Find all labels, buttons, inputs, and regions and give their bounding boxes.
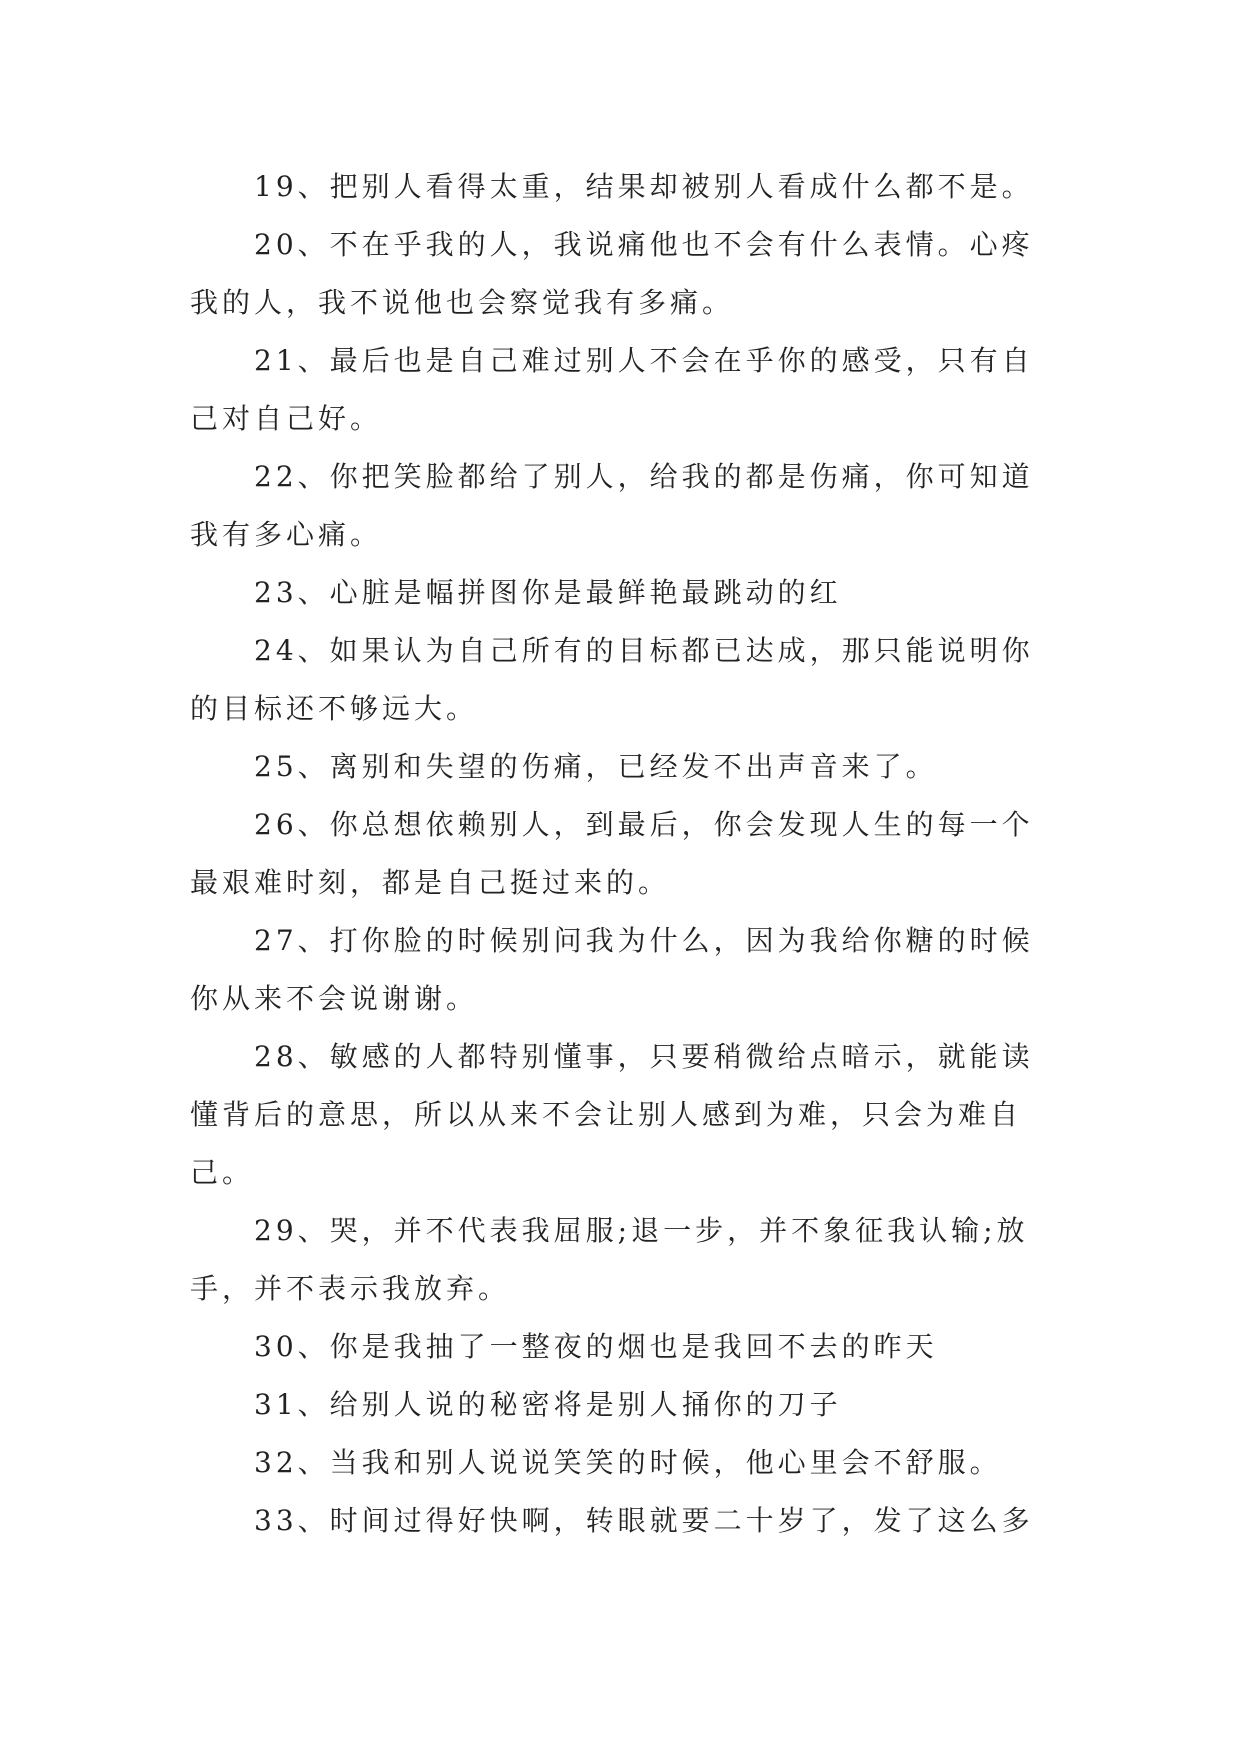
paragraph-33: 33、时间过得好快啊，转眼就要二十岁了，发了这么多 [254, 1504, 1034, 1537]
document-body [190, 158, 1050, 1550]
paragraph-25: 25、离别和失望的伤痛，已经发不出声音来了。 [254, 750, 938, 783]
paragraph-32: 32、当我和别人说说笑笑的时候，他心里会不舒服。 [254, 1446, 1002, 1479]
paragraph-23: 23、心脏是幅拼图你是最鲜艳最跳动的红 [254, 576, 842, 609]
paragraph-31: 31、给别人说的秘密将是别人捅你的刀子 [254, 1388, 842, 1421]
paragraph-26: 26、你总想依赖别人，到最后，你会发现人生的每一个最艰难时刻，都是自己挺过来的。 [190, 808, 1034, 899]
paragraph-22: 22、你把笑脸都给了别人，给我的都是伤痛，你可知道我有多心痛。 [190, 460, 1034, 551]
paragraph-28: 28、敏感的人都特别懂事，只要稍微给点暗示，就能读懂背后的意思，所以从来不会让别人感到为难，只会为难自己。 [190, 1040, 1034, 1189]
paragraph-19: 19、把别人看得太重，结果却被别人看成什么都不是。 [254, 170, 1034, 203]
paragraph-24: 24、如果认为自己所有的目标都已达成，那只能说明你的目标还不够远大。 [190, 634, 1034, 725]
paragraph-27: 27、打你脸的时候别问我为什么，因为我给你糖的时候你从来不会说谢谢。 [190, 924, 1034, 1015]
paragraph-29: 29、哭，并不代表我屈服;退一步，并不象征我认输;放手，并不表示我放弃。 [190, 1214, 1029, 1305]
paragraph-21: 21、最后也是自己难过别人不会在乎你的感受，只有自己对自己好。 [190, 344, 1034, 435]
paragraph-30: 30、你是我抽了一整夜的烟也是我回不去的昨天 [254, 1330, 938, 1363]
paragraph-20: 20、不在乎我的人，我说痛他也不会有什么表情。心疼我的人，我不说他也会察觉我有多痛。 [190, 228, 1034, 319]
